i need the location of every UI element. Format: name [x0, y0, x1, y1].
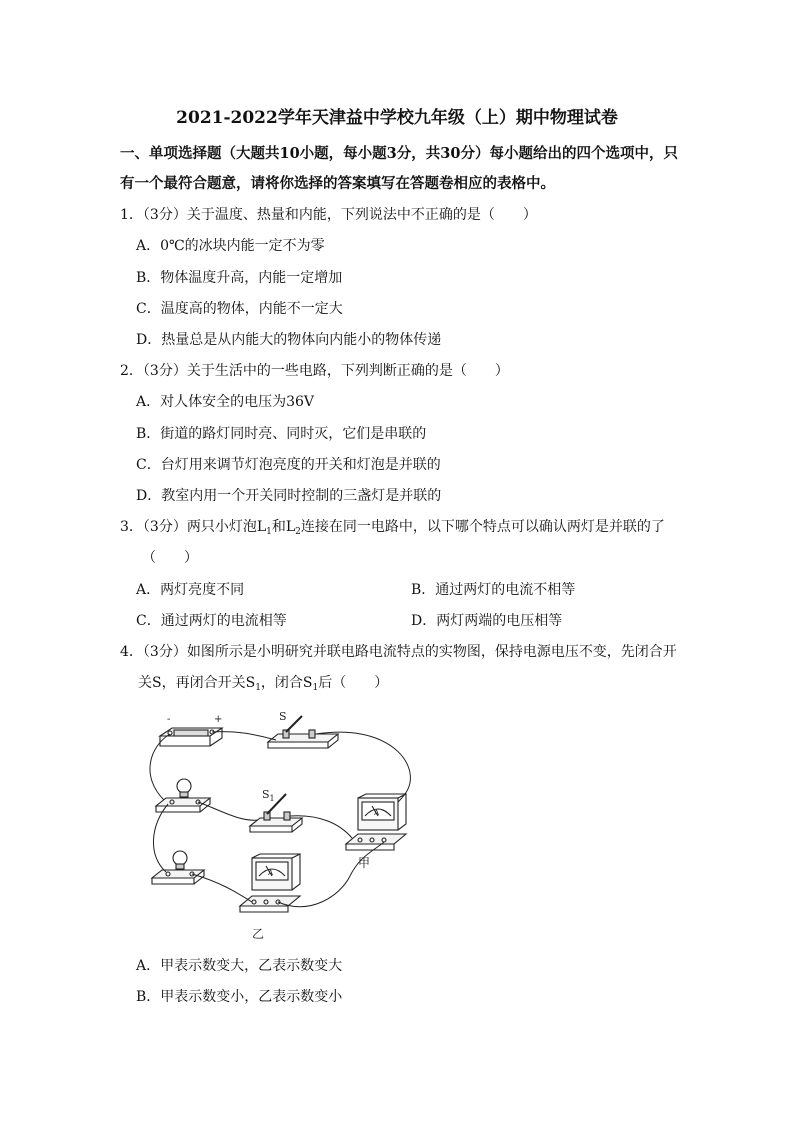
question-1-option-a: A．0℃的冰块内能一定不为零 — [136, 238, 325, 254]
question-3-subscript-2: 2 — [295, 527, 301, 537]
switch-s1-icon — [250, 794, 302, 832]
question-3-option-b: B．通过两灯的电流不相等 — [411, 582, 576, 598]
question-3-stem-part-b: 和L — [271, 519, 296, 535]
question-1-option-b: B．物体温度升高，内能一定增加 — [136, 270, 343, 286]
lamp-1-icon — [156, 779, 210, 812]
question-4-subscript-1: 1 — [255, 683, 261, 693]
question-1-option-d: D．热量总是从内能大的物体向内能小的物体传递 — [136, 332, 442, 348]
page-title: 2021-2022学年天津益中学校九年级（上）期中物理试卷 — [176, 108, 618, 128]
question-4-option-b: B．甲表示数变小，乙表示数变小 — [136, 989, 343, 1005]
question-3-option-c: C．通过两灯的电流相等 — [136, 613, 287, 629]
question-4-subscript-2: 1 — [312, 683, 319, 693]
ammeter-yi-icon — [240, 854, 300, 912]
question-1-option-c: C．温度高的物体，内能不一定大 — [136, 301, 343, 317]
question-3-stem-part-c: 连接在同一电路中，以下哪个特点可以确认两灯是并联的了 — [300, 519, 665, 535]
battery-plus-label: + — [214, 714, 223, 725]
question-4-stem-line1: 4．（3分）如图所示是小明研究并联电路电流特点的实物图，保持电源电压不变，先闭合开 — [120, 644, 677, 660]
question-4-option-a: A．甲表示数变大，乙表示数变大 — [136, 958, 343, 974]
lamp-2-icon — [152, 851, 204, 884]
question-3-option-a: A．两灯亮度不同 — [136, 582, 245, 598]
switch-s1-label: $S_1$ — [262, 788, 275, 803]
battery-minus-label: - — [167, 714, 171, 725]
question-4-stem-line2 — [138, 673, 388, 693]
question-4-stem-part-a: 关S，再闭合开关S — [138, 675, 256, 691]
question-2-option-c: C．台灯用来调节灯泡亮度的开关和灯泡是并联的 — [136, 457, 441, 473]
question-1-stem: 1．（3分）关于温度、热量和内能，下列说法中不正确的是（ ） — [120, 207, 537, 223]
section-heading-line2: 有一个最符合题意，请将你选择的答案填写在答题卷相应的表格中。 — [120, 175, 555, 192]
switch-s-label: S — [279, 710, 287, 723]
question-2-option-a: A．对人体安全的电压为36V — [136, 394, 315, 410]
question-2-stem: 2．（3分）关于生活中的一些电路，下列判断正确的是（ ） — [120, 363, 509, 379]
question-4-stem-part-c: 后（ ） — [318, 675, 389, 691]
ammeter-yi-label: 乙 — [252, 927, 265, 941]
circuit-figure — [140, 706, 430, 946]
question-3-stem-line2: （ ） — [142, 550, 198, 566]
question-3-subscript-1: 1 — [266, 527, 272, 537]
ammeter-yi-symbol: A — [268, 869, 274, 877]
ammeter-jia-label: 甲 — [358, 856, 371, 870]
question-4-stem-part-b: ，闭合S — [260, 675, 313, 691]
question-2-option-b: B．街道的路灯同时亮、同时灭，它们是串联的 — [136, 426, 427, 442]
question-3-stem-part-a: 3．（3分）两只小灯泡L — [120, 519, 267, 535]
section-heading-line1: 一、单项选择题（大题共10小题，每小题3分，共30分）每小题给出的四个选项中，只 — [120, 145, 678, 162]
ammeter-jia-icon — [346, 794, 406, 850]
battery-icon — [160, 728, 222, 746]
ammeter-jia-symbol: A — [374, 809, 380, 817]
question-3-option-d: D．两灯两端的电压相等 — [411, 613, 563, 629]
question-3-stem — [120, 517, 665, 537]
question-2-option-d: D．教室内用一个开关同时控制的三盏灯是并联的 — [136, 488, 442, 504]
